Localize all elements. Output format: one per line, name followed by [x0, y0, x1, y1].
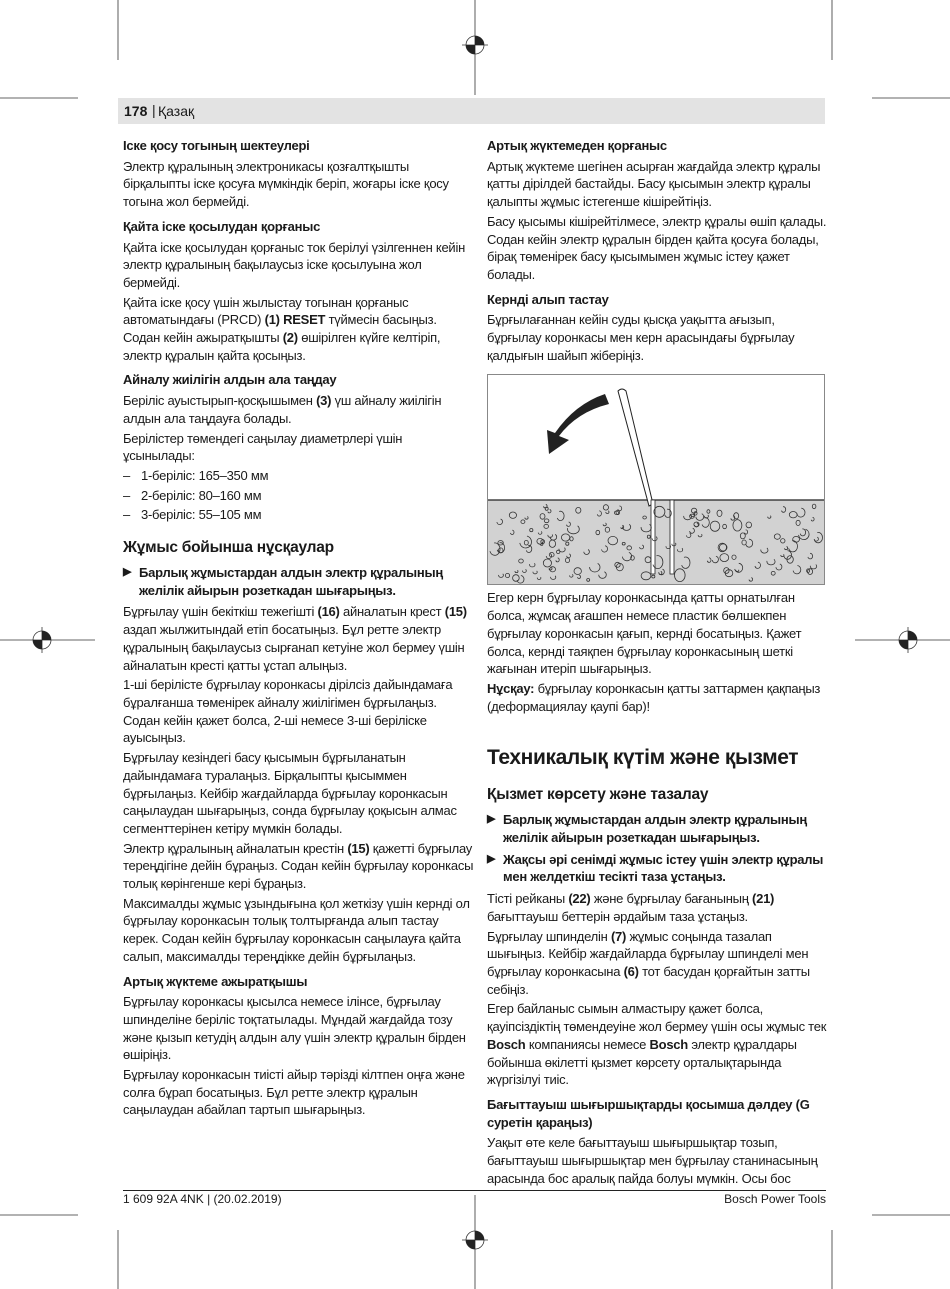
- paragraph: [123, 294, 477, 365]
- text: жұмыс соңында тазалап шығыңыз. Кейбір жағдайларда бұрғылау шпинделі мен бұрғылау коронкасына: [487, 928, 809, 979]
- warning-bullet-icon: ▶: [487, 852, 496, 865]
- core-removal-illustration: [487, 374, 825, 585]
- subheading: [123, 218, 477, 236]
- text: 1-беріліс: 165–350 мм: [141, 467, 269, 483]
- text: Айналу жиілігін алдын ала таңдау: [123, 372, 337, 388]
- bold-text: (6): [623, 963, 639, 979]
- text: Барлық жұмыстардан алдын электр құралының желілік айырын розеткадан шығарыңыз.: [503, 812, 807, 846]
- text: Берілістер төмендегі саңылау диаметрлері үшін ұсынылады:: [123, 430, 403, 464]
- paragraph: [123, 430, 477, 465]
- list-dash: –: [123, 487, 130, 503]
- text: 2-беріліс: 80–160 мм: [141, 487, 262, 503]
- text: Бұрғылау кезіндегі басу қысымын бұрғыланатын дайындамаға туралаңыз. Бірқалыпты қысыммен бұрғылаңыз. Кейбір жағдайларда бұрғылау коронкасын саңылаудан шығарыңыз, сонда бұрғылау қоқысын алмас сегменттерінен кетіру мүмкін болады.: [123, 750, 457, 836]
- text: Қызмет көрсету және тазалау: [487, 786, 709, 804]
- paragraph: [123, 603, 477, 674]
- paragraph: [487, 928, 827, 999]
- bold-text: Bosch: [649, 1036, 688, 1052]
- list-item: [123, 467, 477, 485]
- figure: [487, 374, 827, 585]
- text: электр құралдары бойынша өкілетті қызмет көрсету орталықтарында жүргізілуі тиіс.: [487, 1036, 797, 1088]
- text: қажетті бұрғылау тереңдігіне дейін бұраңыз. Содан кейін бұрғылау коронкасы толық көрінгенше кері бұраңыз.: [123, 840, 474, 892]
- text: 3-беріліс: 55–105 мм: [141, 507, 262, 523]
- subheading: [123, 371, 477, 389]
- paragraph: [487, 1000, 827, 1089]
- text: тот басудан қорғайтын затты себіңіз.: [487, 963, 810, 997]
- text: Қайта іске қосу үшін жылыстау тогынан қорғаныс автоматындағы (PRCD): [123, 294, 409, 328]
- bold-text: (3): [316, 393, 332, 409]
- paragraph: [123, 1066, 477, 1119]
- language-label: Қазақ: [158, 103, 195, 119]
- paragraph: [123, 993, 477, 1064]
- text: Тісті рейканы: [487, 891, 569, 907]
- subheading: [487, 1096, 827, 1131]
- text: Бұрғылағаннан кейін суды қысқа уақытта ағызып, бұрғылау коронкасы мен керн арасындағы бұрғылау қалдығын шайып жіберіңіз.: [487, 312, 795, 363]
- text: Беріліс ауыстырып-қосқышымен: [123, 393, 317, 409]
- page-number: 178: [124, 103, 148, 119]
- text: Бағыттауыш шығыршықтарды қосымша дәлдеу (G суретін қараңыз): [487, 1096, 810, 1130]
- text: Жұмыс бойынша нұсқаулар: [123, 539, 334, 557]
- bold-text: (15): [347, 840, 370, 856]
- bold-text: (1) RESET: [264, 312, 326, 328]
- text: аздап жылжитындай етіп босатыңыз. Бұл ретте электр құралының бақылаусыз сырғанап кетуіне жол бермеу үшін айналатын кресті қатты ұстап алыңыз.: [123, 622, 465, 673]
- drill-bit-wall: [651, 500, 655, 574]
- subheading: [123, 973, 477, 991]
- bold-text: (22): [568, 891, 591, 907]
- paragraph: [487, 213, 827, 284]
- text: айналатын крест: [339, 604, 445, 620]
- bold-text: (21): [752, 891, 775, 907]
- text: Артық жүктеме шегінен асырған жағдайда электр құралы қатты дірілдей бастайды. Басу қысымын электр құралы қалыпты жұмыс істегенше кішірейтіңіз.: [487, 158, 821, 210]
- paragraph: [487, 589, 827, 678]
- paragraph: [123, 895, 477, 966]
- text: және бұрғылау бағанының: [590, 891, 753, 907]
- paragraph: [123, 158, 477, 211]
- paragraph: [123, 749, 477, 838]
- list-dash: –: [123, 467, 130, 483]
- section-title: [487, 745, 827, 771]
- paragraph: [487, 158, 827, 211]
- paragraph: [487, 1134, 827, 1187]
- bold-text: Bosch: [487, 1036, 526, 1052]
- text: Уақыт өте келе бағыттауыш шығыршықтар тозып, бағыттауыш шығыршықтар мен бұрғылау станинасының арасында бос аралық пайда болуы мүмкін. Осы бос: [487, 1135, 818, 1186]
- footer-brand: Bosch Power Tools: [724, 1192, 826, 1206]
- subheading: [487, 137, 827, 155]
- text: Электр құралының айналатын крестін: [123, 840, 348, 856]
- text: компаниясы немесе: [525, 1036, 650, 1052]
- list-dash: –: [123, 507, 130, 523]
- paragraph: [123, 840, 477, 893]
- text: Жақсы әрі сенімді жұмыс істеу үшін электр құралы мен желдеткіш тесікті таза ұстаңыз.: [503, 851, 824, 885]
- bold-text: (7): [610, 928, 627, 944]
- paragraph: [123, 392, 477, 427]
- text: Бұрғылау коронкасы қысылса немесе ілінсе, бұрғылау шпинделіне беріліс тоқтатылады. Мұндай жағдайда тозу және қызып кетудің алдын алу үшін электр құралын бірден өшіріңіз.: [123, 994, 466, 1063]
- left-column: [123, 137, 477, 1119]
- text: Егер керн бұрғылау коронкасында қатты орнатылған болса, жұмсақ ағашпен немесе пластик бөлшекпен бұрғылау коронкасын қағып, кернді босатыңыз. Қажет болса, кернді таяқпен бұрғылау коронкасының шеткі жағынан итеріп шығарыңыз.: [487, 590, 802, 677]
- bold-text: (2): [282, 330, 298, 346]
- list-item: [123, 506, 477, 524]
- bold-text: (15): [444, 604, 467, 620]
- paragraph: [487, 680, 827, 715]
- paragraph: [123, 239, 477, 292]
- text: Артық жүктеме ажыратқышы: [123, 973, 308, 989]
- text: Кернді алып тастау: [487, 291, 609, 307]
- text: 1-ші берілісте бұрғылау коронкасы дірілсіз дайындамаға бұралғанша төменірек айналу жиілігімен бұрғылаңыз. Содан кейін қажет болса, 2-ші немесе 3-ші беріліске ауысыңыз.: [123, 677, 453, 746]
- paragraph: [487, 890, 827, 925]
- text: Электр құралының электроникасы қозғалтқышты бірқалыпты іске қосуға мүмкіндік беріп, жоғары іске қосу тогына жол бермейді.: [123, 158, 449, 210]
- header-separator: |: [152, 102, 156, 118]
- text: бұрғылау коронкасын қатты заттармен қақпаңыз (деформациялау қаупі бар)!: [487, 680, 821, 714]
- text: өшірілген күйге келтіріп, электр құралын қайта қосыңыз.: [123, 330, 441, 363]
- text: Бұрғылау коронкасын тиісті айыр тәрізді кілтпен оңға және солға бұрап босатыңыз. Бұл ретте электр құралын саңылаудан абайлап тартып шығарыңыз.: [123, 1067, 465, 1118]
- warning-item: [123, 564, 477, 599]
- bold-text: Нұсқау:: [487, 680, 535, 696]
- section-heading: [487, 785, 827, 805]
- footer-divider: [123, 1190, 826, 1191]
- text: бағыттауыш беттерін әрдайым таза ұстаңыз.: [487, 908, 748, 924]
- text: түймесін басыңыз. Содан кейін ажыратқышты: [123, 312, 437, 346]
- text: үш айналу жиілігін алдын ала таңдауға болады.: [123, 393, 442, 426]
- text: Егер байланыс сымын алмастыру қажет болса, қауіпсіздіктің төмендеуіне жол бермеу үшін осы жұмыс тек: [487, 1001, 827, 1035]
- warning-bullet-icon: ▶: [123, 566, 132, 579]
- text: Бұрғылау шпинделін: [487, 928, 611, 944]
- footer-doc-code: 1 609 92A 4NK | (20.02.2019): [123, 1192, 282, 1206]
- subheading: [123, 137, 477, 155]
- paragraph: [123, 676, 477, 747]
- text: Іске қосу тогының шектеулері: [123, 138, 310, 153]
- text: Артық жүктемеден қорғаныс: [487, 138, 667, 153]
- right-column: [487, 137, 827, 1187]
- warning-item: [487, 811, 827, 846]
- bold-text: (16): [317, 604, 340, 620]
- list-item: [123, 487, 477, 505]
- subheading: [487, 291, 827, 309]
- paragraph: [487, 311, 827, 364]
- text: Барлық жұмыстардан алдын электр құралының желілік айырын розеткадан шығарыңыз.: [139, 565, 443, 598]
- text: Басу қысымы кішірейтілмесе, электр құралы өшіп қалады. Содан кейін электр құралын бірден қайта қосуға болады, бірақ төменірек басу қысымымен жұмыс істеу қажет болады.: [487, 213, 827, 282]
- text: Бұрғылау үшін бекіткіш тежегішті: [123, 604, 318, 620]
- warning-bullet-icon: ▶: [487, 813, 496, 826]
- section-heading: [123, 538, 477, 558]
- warning-item: [487, 851, 827, 886]
- text: Қайта іске қосылудан қорғаныс ток берілуі үзілгеннен кейін электр құралының бақылаусыз іске қосылуына жол бермейді.: [123, 239, 466, 290]
- page-header: [118, 98, 825, 124]
- text: Қайта іске қосылудан қорғаныс: [123, 218, 321, 234]
- text: Техникалық күтім және қызмет: [487, 746, 799, 770]
- text: Максималды жұмыс ұзындығына қол жеткізу үшін кернді ол бұрғылау коронкасын толық толтырғанда алып тастау керек. Содан кейін бұрғылау коронкасын саңылауға қайта салып, максималды тереңдікке дейін бұрғылаңыз.: [123, 895, 470, 964]
